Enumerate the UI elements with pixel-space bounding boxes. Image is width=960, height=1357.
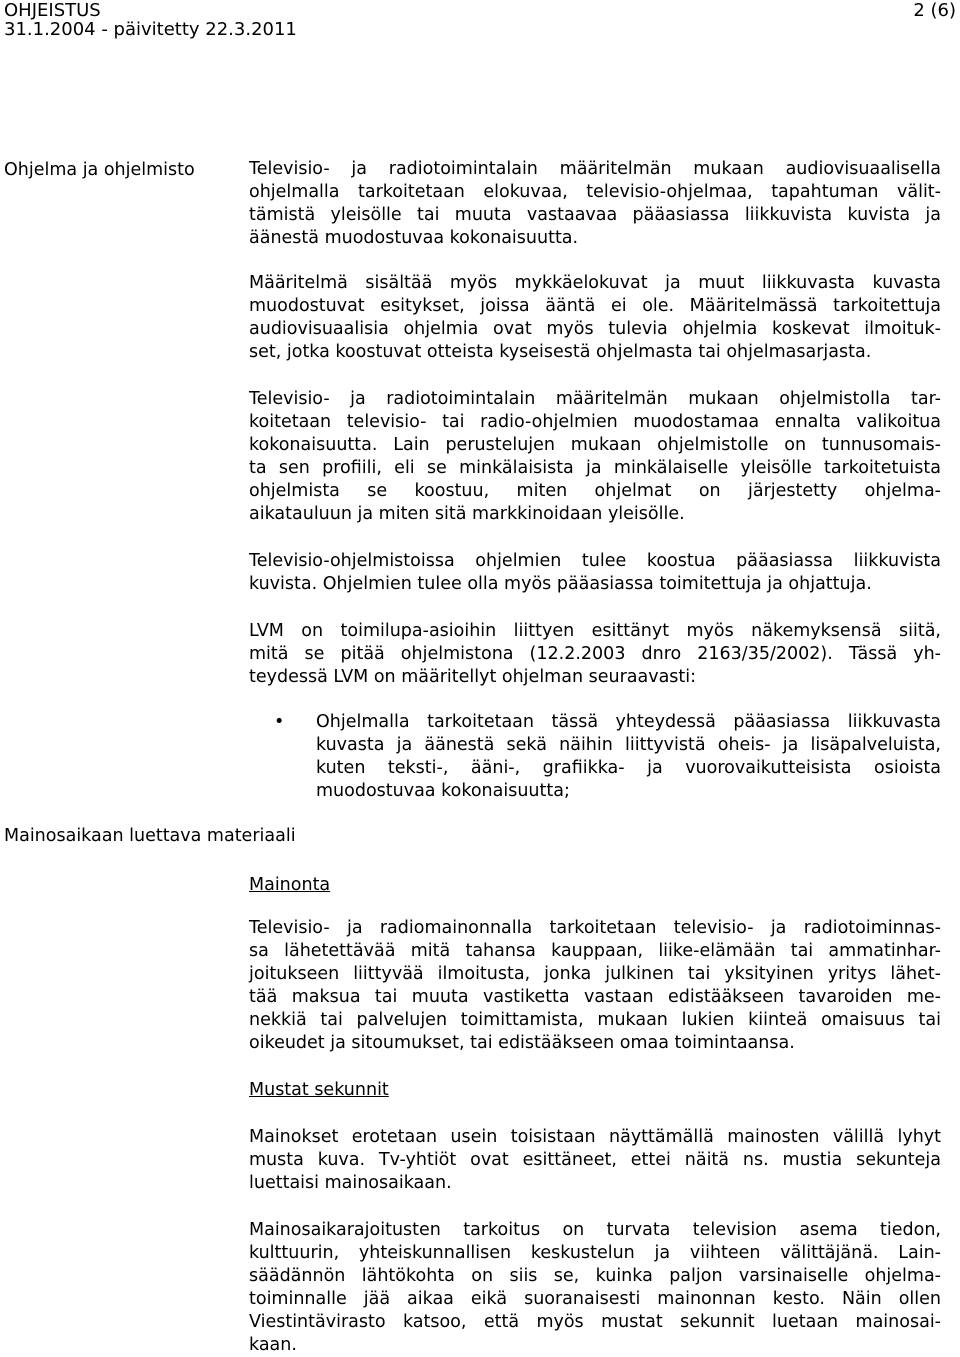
paragraph-audiovisual-definition (249, 158, 941, 250)
text-line: tää maksua tai muuta vastiketta vastaan edistääkseen tavaroiden me- (249, 987, 941, 1007)
text-line: joitukseen liittyvää ilmoitusta, jonka julkinen tai yksityinen yritys lähet- (249, 964, 941, 984)
text-line: kuvista. Ohjelmien tulee olla myös pääasiassa toimitettuja ja ohjattuja. (249, 574, 872, 594)
text-line: Määritelmä sisältää myös mykkäelokuvat ja muut liikkuvasta kuvasta (249, 273, 941, 293)
bullet-item-program-definition (316, 711, 941, 803)
paragraph-program-schedule (249, 388, 941, 526)
text-line: audiovisuaalisia ohjelmia ovat myös tulevia ohjelmia koskevat ilmoituk- (249, 319, 941, 339)
text-line: koitetaan televisio- tai radio-ohjelmien muodostamaa ennalta valikoitua (249, 412, 941, 432)
text-line: kuvasta ja äänestä sekä näihin liittyvistä oheis- ja lisäpalveluista, (316, 735, 941, 755)
text-line: muodostuvaa kokonaisuutta; (316, 781, 570, 801)
text-line: mitä se pitää ohjelmistona (12.2.2003 dnro 2163/35/2002). Tässä yh- (249, 644, 941, 664)
text-line: nekkiä tai palvelujen toimittamista, mukaan lukien kiinteä omaisuus tai (249, 1010, 941, 1030)
paragraph-black-seconds (249, 1126, 941, 1195)
text-line: teydessä LVM on määritellyt ohjelman seuraavasti: (249, 667, 697, 687)
text-line: ohjelmalla tarkoitetaan elokuvaa, televisio-ohjelmaa, tapahtuman välit- (249, 182, 941, 202)
text-line: Viestintävirasto katsoo, että myös mustat sekunnit luetaan mainosai- (249, 1312, 941, 1332)
bullet-marker: • (274, 712, 285, 732)
paragraph-tv-programs (249, 550, 941, 596)
paragraph-lvm-statement (249, 620, 941, 689)
text-line: kulttuurin, yhteiskunnallisen keskustelun ja viihteen välittäjänä. Lain- (249, 1243, 941, 1263)
text-line: musta kuva. Tv-yhtiöt ovat esittäneet, ettei näitä ns. mustia sekunteja (249, 1150, 941, 1170)
paragraph-advertising-definition (249, 917, 941, 1055)
text-line: aikatauluun ja miten sitä markkinoidaan yleisölle. (249, 504, 685, 524)
text-line: oikeudet ja sitoumukset, tai edistääkseen omaa toimintaansa. (249, 1033, 795, 1053)
text-line: säädännön lähtökohta on siis se, kuinka paljon varsinaiselle ohjelma- (249, 1266, 941, 1286)
text-line: Televisio- ja radiotoimintalain määritelmän mukaan audiovisuaalisella (249, 159, 941, 179)
text-line: luettaisi mainosaikaan. (249, 1173, 452, 1193)
text-line: Mainosaikarajoitusten tarkoitus on turvata television asema tiedon, (249, 1220, 941, 1240)
section-label-mainosaika: Mainosaikaan luettava materiaali (4, 826, 296, 846)
text-line: ohjelmista se koostuu, miten ohjelmat on järjestetty ohjelma- (249, 481, 941, 501)
document-type-label: OHJEISTUS (4, 0, 101, 21)
text-line: Televisio-ohjelmistoissa ohjelmien tulee koostua pääasiassa liikkuvista (249, 551, 941, 571)
page-number: 2 (6) (913, 0, 956, 21)
text-line: toiminnalle jää aikaa eikä suoranaisesti mainonnan kesto. Näin ollen (249, 1289, 941, 1309)
text-line: Televisio- ja radiomainonnalla tarkoitetaan televisio- ja radiotoiminnas- (249, 918, 941, 938)
text-line: ta sen profiili, eli se minkälaisista ja minkälaiselle yleisölle tarkoitetuista (249, 458, 941, 478)
document-date: 31.1.2004 - päivitetty 22.3.2011 (4, 19, 297, 40)
text-line: set, jotka koostuvat otteista kyseisestä ohjelmasta tai ohjelmasarjasta. (249, 342, 872, 362)
heading-mainonta: Mainonta (249, 875, 331, 895)
text-line: kaan. (249, 1335, 297, 1355)
text-line: Mainokset erotetaan usein toisistaan näyttämällä mainosten välillä lyhyt (249, 1127, 941, 1147)
section-label-ohjelma: Ohjelma ja ohjelmisto (4, 160, 195, 180)
paragraph-silent-films (249, 272, 941, 364)
paragraph-ad-time-limits (249, 1219, 941, 1357)
text-line: LVM on toimilupa-asioihin liittyen esittänyt myös näkemyksensä siitä, (249, 621, 941, 641)
text-line: Televisio- ja radiotoimintalain määritelmän mukaan ohjelmistolla tar- (249, 389, 941, 409)
text-line: sa lähetettävää mitä tahansa kauppaan, liike-elämään tai ammatinhar- (249, 941, 941, 961)
heading-mustat-sekunnit: Mustat sekunnit (249, 1080, 389, 1100)
text-line: Ohjelmalla tarkoitetaan tässä yhteydessä pääasiassa liikkuvasta (316, 712, 941, 732)
text-line: tämistä yleisölle tai muuta vastaavaa pääasiassa liikkuvista kuvista ja (249, 205, 941, 225)
text-line: äänestä muodostuvaa kokonaisuutta. (249, 228, 579, 248)
text-line: kuten teksti-, ääni-, grafiikka- ja vuorovaikutteisista osioista (316, 758, 941, 778)
text-line: kokonaisuutta. Lain perustelujen mukaan ohjelmistolle on tunnusomais- (249, 435, 941, 455)
text-line: muodostuvat esitykset, joissa ääntä ei ole. Määritelmässä tarkoitettuja (249, 296, 941, 316)
